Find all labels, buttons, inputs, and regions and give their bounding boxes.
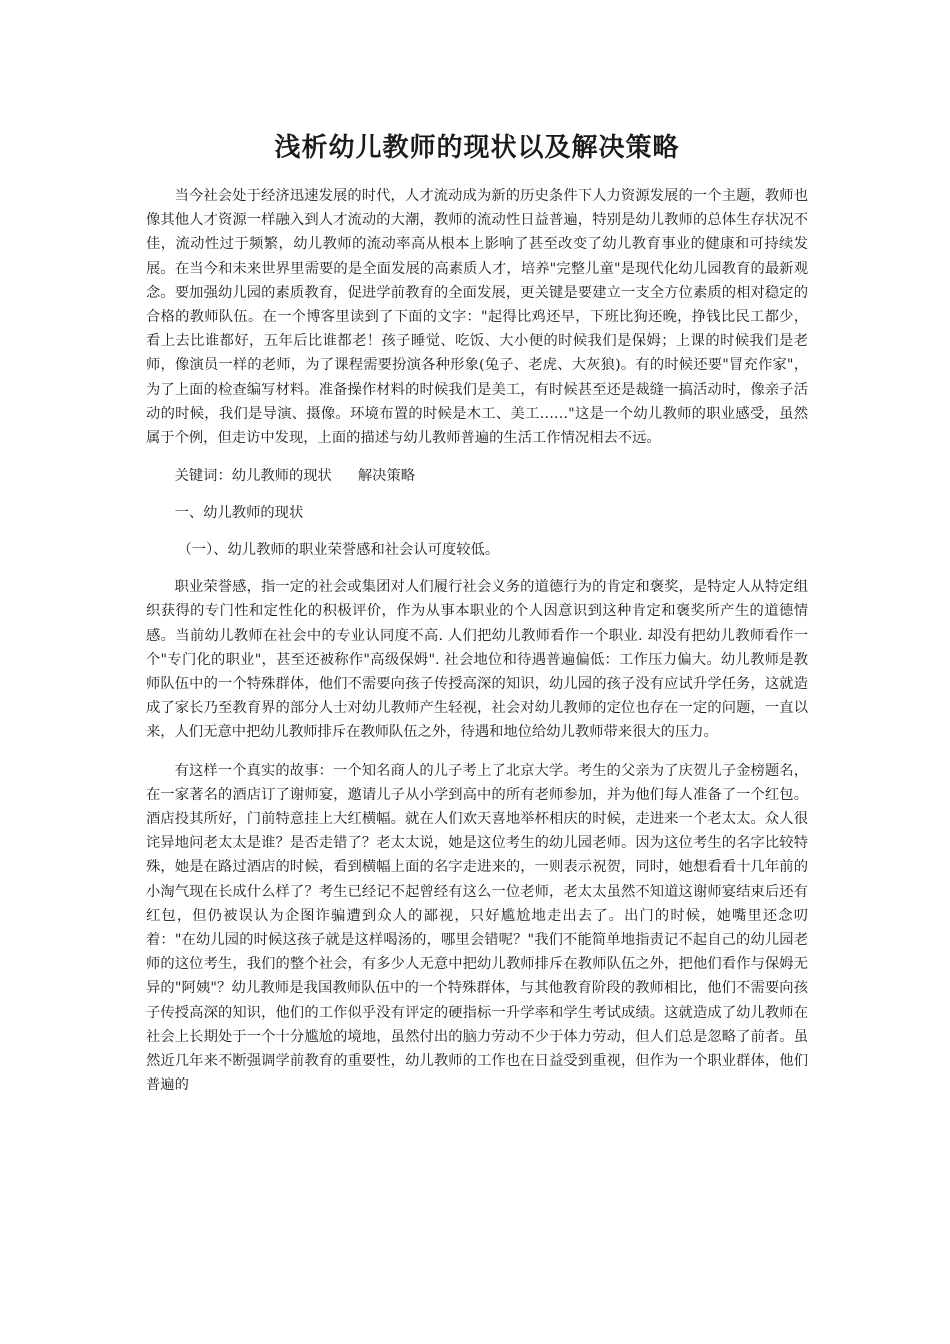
body-paragraph-honor: 职业荣誉感，指一定的社会或集团对人们履行社会义务的道德行为的肯定和褒奖，是特定人从特定组织获得的专门性和定性化的积极评价，作为从事本职业的个人因意识到这种肯定和褒奖所产生的道德情感。当前幼儿教师在社会中的专业认同度不高. 人们把幼儿教师看作一个职业. 却没有把幼儿教师看作一个"专门化的职业"，甚至还被称作"高级保姆". 社会地位和待遇普遍偏低：工作压力偏大。幼儿教师是教师队伍中的一个特殊群体，他们不需要向孩子传授高深的知识，幼儿园的孩子没有应试升学任务，这就造成了家长乃至教育界的部分人士对幼儿教师产生轻视，社会对幼儿教师的定位也存在一定的问题，一直以来，人们无意中把幼儿教师排斥在教师队伍之外，待遇和地位给幼儿教师带来很大的压力。 xyxy=(146,579,808,741)
keywords-label: 关键词：幼儿教师的现状 xyxy=(174,468,332,485)
section-heading: 一、幼儿教师的现状 xyxy=(174,505,304,522)
document-page xyxy=(146,128,808,1098)
document-title: 浅析幼儿教师的现状以及解决策略 xyxy=(274,133,680,163)
keywords-value: 解决策略 xyxy=(357,468,416,485)
subsection-heading: （一）、幼儿教师的职业荣誉感和社会认可度较低。 xyxy=(177,542,500,559)
body-paragraph-story: 有这样一个真实的故事：一个知名商人的儿子考上了北京大学。考生的父亲为了庆贺儿子金榜题名，在一家著名的酒店订了谢师宴，邀请儿子从小学到高中的所有老师参加，并为他们每人准备了一个红包。酒店投其所好，门前特意挂上大红横幅。就在人们欢天喜地举杯相庆的时候，走进来一个老太太。众人很诧异地问老太太是谁？是否走错了？老太太说，她是这位考生的幼儿园老师。因为这位考生的名字比较特殊，她是在路过酒店的时候，看到横幅上面的名字走进来的，一则表示祝贺，同时，她想看看十几年前的小淘气现在长成什么样了？考生已经记不起曾经有这么一位老师，老太太虽然不知道这谢师宴结束后还有红包，但仍被误认为企图诈骗遭到众人的鄙视，只好尴尬地走出去了。出门的时候，她嘴里还念叨着："在幼儿园的时候这孩子就是这样喝汤的，哪里会错呢？"我们不能简单地指责记不起自己的幼儿园老师的这位考生，我们的整个社会，有多少人无意中把幼儿教师排斥在教师队伍之外，把他们看作与保姆无异的"阿姨"？幼儿教师是我国教师队伍中的一个特殊群体，与其他教育阶段的教师相比，他们不需要向孩子传授高深的知识，他们的工作似乎没有评定的硬指标一升学率和学生考试成绩。这就造成了幼儿教师在社会上长期处于一个十分尴尬的境地，虽然付出的脑力劳动不少于体力劳动，但人们总是忽略了前者。虽然近几年来不断强调学前教育的重要性，幼儿教师的工作也在日益受到重视，但作为一个职业群体，他们普遍的 xyxy=(146,762,808,1094)
intro-paragraph: 当今社会处于经济迅速发展的时代，人才流动成为新的历史条件下人力资源发展的一个主题，教师也像其他人才资源一样融入到人才流动的大潮，教师的流动性日益普遍，特别是幼儿教师的总体生存状况不佳，流动性过于频繁，幼儿教师的流动率高从根本上影响了甚至改变了幼儿教育事业的健康和可持续发展。在当今和未来世界里需要的是全面发展的高素质人才，培养"完整儿童"是现代化幼儿园教育的最新观念。要加强幼儿园的素质教育，促进学前教育的全面发展，更关键是要建立一支全方位素质的相对稳定的合格的教师队伍。在一个博客里读到了下面的文字："起得比鸡还早，下班比狗还晚，挣钱比民工都少，看上去比谁都好，五年后比谁都老！孩子睡觉、吃饭、大小便的时候我们是保姆；上课的时候我们是老师，像演员一样的老师，为了课程需要扮演各种形象(兔子、老虎、大灰狼)。有的时候还要"冒充作家"，为了上面的检查编写材料。准备操作材料的时候我们是美工，有时候甚至还是裁缝一搞活动时，像亲子活动的时候，我们是导演、摄像。环境布置的时候是木工、美工……"这是一个幼儿教师的职业感受，虽然属于个例，但走访中发现，上面的描述与幼儿教师普遍的生活工作情况相去不远。 xyxy=(146,188,808,447)
keywords-line xyxy=(146,464,808,488)
